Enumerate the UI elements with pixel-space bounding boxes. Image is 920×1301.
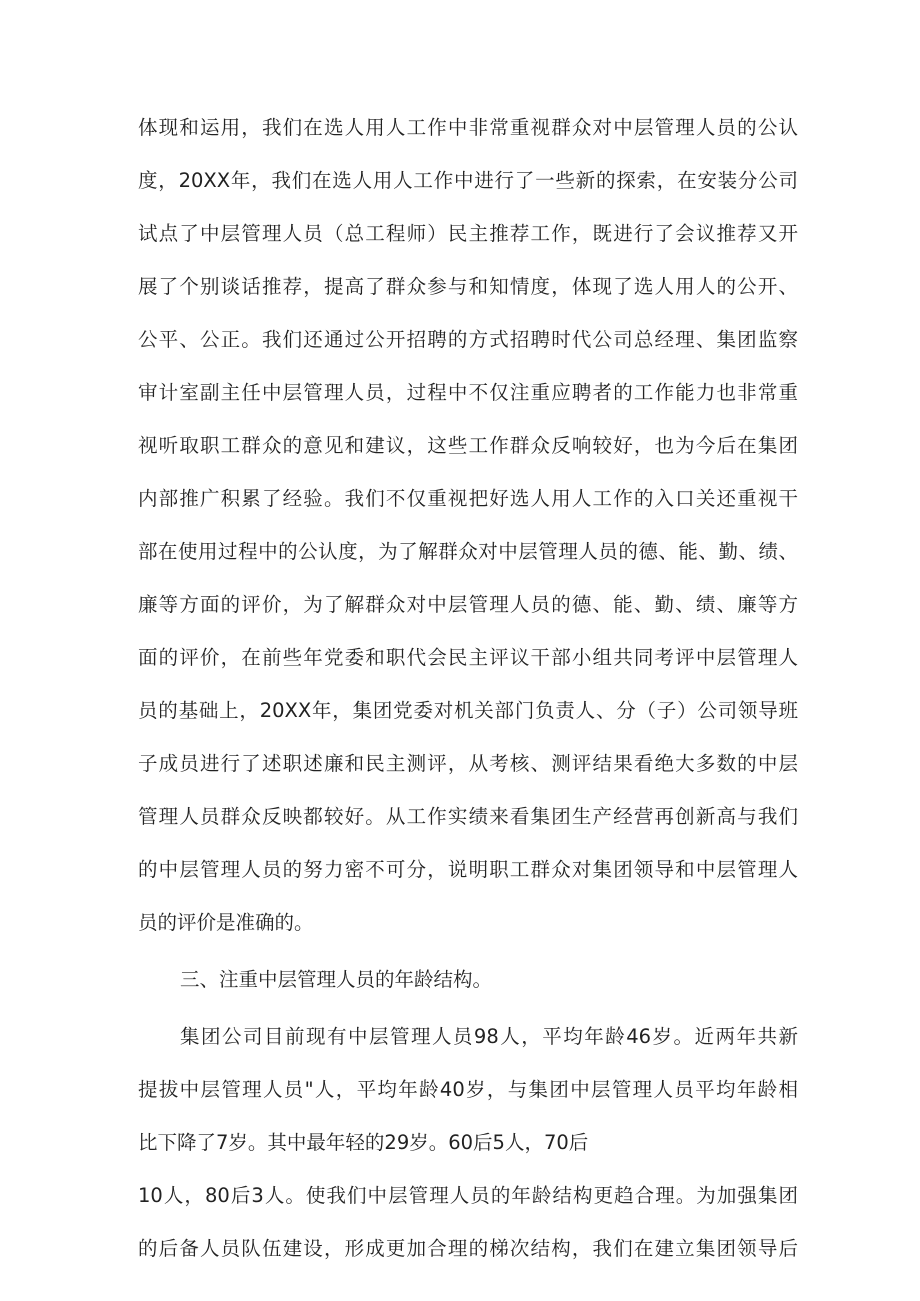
paragraph-line: 廉等方面的评价，为了解群众对中层管理人员的德、能、勤、绩、廉等方 [138,593,798,616]
paragraph-line: 试点了中层管理人员（总工程师）民主推荐工作，既进行了会议推荐又开 [138,222,798,245]
paragraph-line: 度，20XX年，我们在选人用人工作中进行了一些新的探索，在安装分公司 [138,169,798,192]
paragraph-line: 的后备人员队伍建设，形成更加合理的梯次结构，我们在建立集团领导后 [138,1237,798,1260]
paragraph-line: 展了个别谈话推荐，提高了群众参与和知情度，体现了选人用人的公开、 [138,275,798,298]
paragraph-line: 视听取职工群众的意见和建议，这些工作群众反响较好，也为今后在集团 [138,434,798,457]
paragraph-line: 公平、公正。我们还通过公开招聘的方式招聘时代公司总经理、集团监察 [138,328,798,351]
paragraph-line: 员的基础上，20XX年，集团党委对机关部门负责人、分（子）公司领导班 [138,699,798,722]
paragraph-line: 面的评价，在前些年党委和职代会民主评议干部小组共同考评中层管理人 [138,646,798,669]
paragraph-line: 集团公司目前现有中层管理人员98人，平均年龄46岁。近两年共新 [180,1025,798,1048]
paragraph-line: 的中层管理人员的努力密不可分，说明职工群众对集团领导和中层管理人 [138,858,798,881]
paragraph-line: 10人，80后3人。使我们中层管理人员的年龄结构更趋合理。为加强集团 [138,1184,798,1207]
paragraph-line: 部在使用过程中的公认度，为了解群众对中层管理人员的德、能、勤、绩、 [138,540,798,563]
paragraph-line: 管理人员群众反映都较好。从工作实绩来看集团生产经营再创新高与我们 [138,805,798,828]
paragraph-line: 比下降了7岁。其中最年轻的29岁。60后5人，70后 [138,1131,589,1154]
paragraph-line: 员的评价是准确的。 [138,911,314,934]
paragraph-line: 体现和运用，我们在选人用人工作中非常重视群众对中层管理人员的公认 [138,116,798,139]
paragraph-line: 提拔中层管理人员"人，平均年龄40岁，与集团中层管理人员平均年龄相 [138,1078,798,1101]
section-heading: 三、注重中层管理人员的年龄结构。 [180,968,493,991]
paragraph-line: 子成员进行了述职述廉和民主测评，从考核、测评结果看绝大多数的中层 [138,752,798,775]
paragraph-line: 审计室副主任中层管理人员，过程中不仅注重应聘者的工作能力也非常重 [138,381,798,404]
paragraph-line: 内部推广积累了经验。我们不仅重视把好选人用人工作的入口关还重视干 [138,487,798,510]
